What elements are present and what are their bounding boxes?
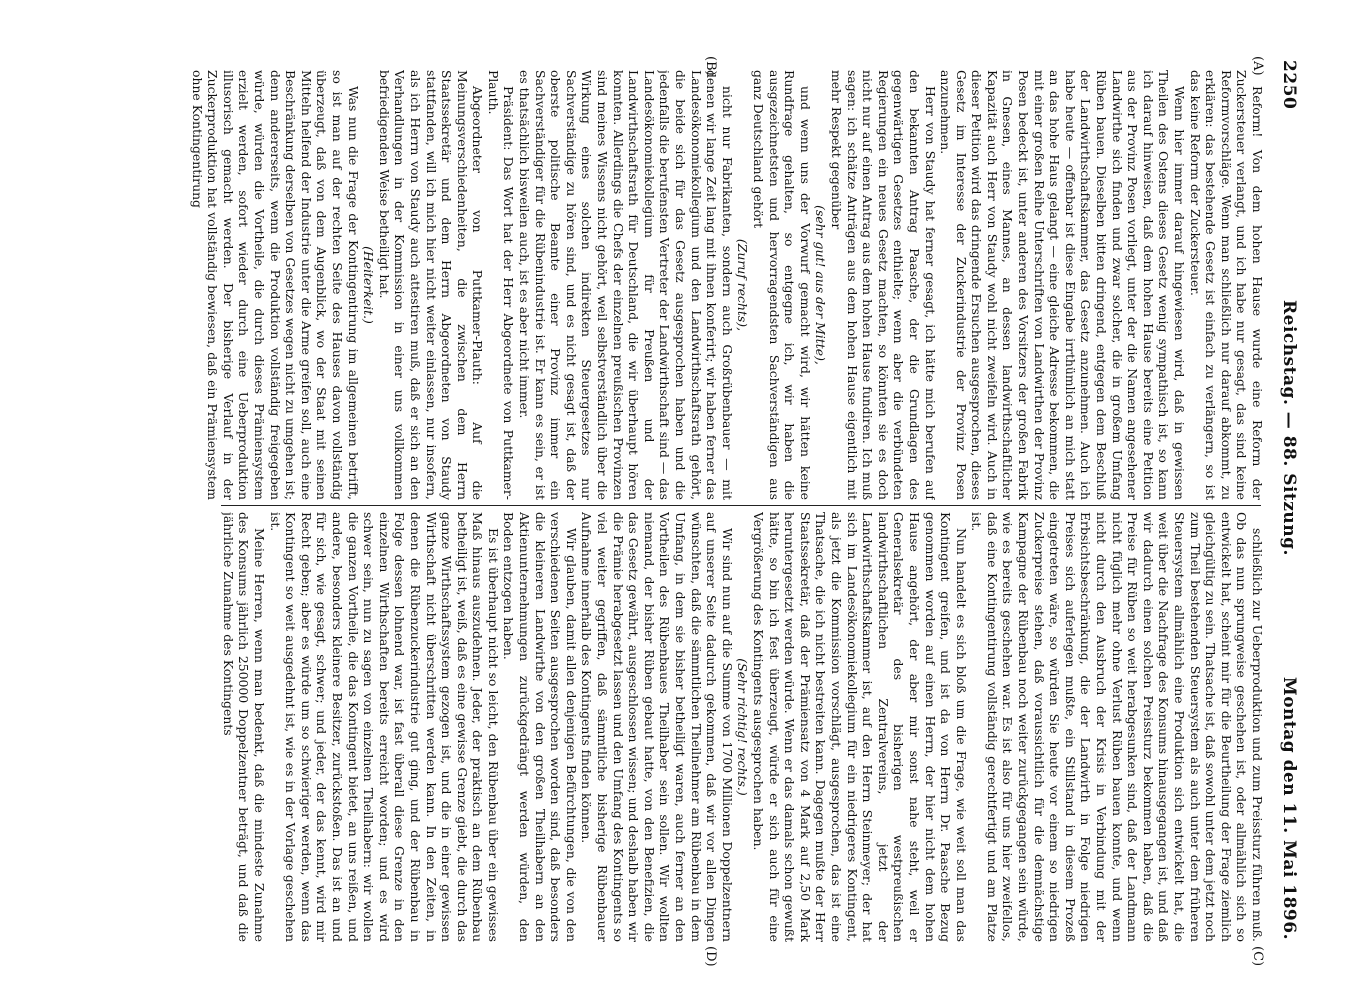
margin-marker-d: (D) (703, 946, 718, 967)
paragraph: Reform! Von dem hohen Hause wurde eine Reform der Zuckersteuer verlangt, und ich habe nur gesagt, das sind keine Reformvorschläge. Wenn man schließlich nur darauf abkommt, zu erklären: das bestehende Gesetz ist einfach zu verlängern, so ist das keine Reform der Zuckersteuer. (1187, 70, 1265, 500)
paragraph: Wir sind nun auf die Summe von 1700 Millionen Doppelzentnern auf unserer Seite dadurch gekommen, daß wir vor allen Dingen wünschten, daß die sämmtlichen Theilnehmer am Rübenbau in dem Umfang, in dem sie bisher betheiligt waren, auch ferner an den Vortheilen des Rübenbaues Theilhaber sein sollen. Wir wollten niemand, der bisher Rüben gebaut hatte, von den Benefizien, die das Gesetz gewährt, ausgeschlossen wissen; und deshalb haben wir die Prämie herabgesetzt lassen und den Umfang des Kontingents so viel weiter gegriffen, daß sämmtliche bisherige Rübenbauer Aufnahme innerhalb des Kontingents finden können. (579, 512, 735, 942)
interjection: (Zuruf rechts), (735, 238, 751, 332)
interjection: (sehr gut! aus der Mitte), (813, 205, 829, 365)
session-date: Montag den 11. Mai 1896. (1279, 676, 1299, 940)
column-divider (221, 505, 1261, 506)
interjection: (Heiterkeit.) (361, 246, 377, 324)
paragraph: Meine Herren, wenn man bedenkt, daß die mindeste Zunahme des Konsums jährlich 250000 Doppelzentner beträgt, und daß die jährliche Zunahme des Kontingents (220, 512, 267, 942)
paragraph: Nun handelt es sich bloß um die Frage, wie weit soll man das Kontingent greifen, und ist da von Herrn Dr. Paasche Bezug genommen worden auf einen Herrn, der hier nicht dem hohen Hause angehört, der aber mir sonst nahe steht, weil er Generalsekretär des bisherigen westpreußischen landwirthschaftlichen Zentralvereins, jetzt der Landwirthschaftskammer ist, auf den Herrn Steinmeyer; der hat sich im Landesökonomiekollegium für ein niedrigeres Kontingent, als jetzt die Kommission vorschlägt, ausgesprochen, das ist eine Thatsache, die ich nicht bestreiten kann. Dagegen mußte der Herr Staatssekretär, daß der Prämiensatz von 4 Mark auf 2,50 Mark heruntergesetzt werden würde. Wenn er das damals schon gewußt hätte, so bin ich fest überzeugt, würde er sich auch für eine Vergrößerung des Kontingents ausgesprochen haben. (751, 512, 969, 942)
paragraph: Was nun die Frage der Kontingentirung im allgemeinen betrifft, so ist man auf der rechten Seite des Hauses davon vollständig überzeugt, daß von dem Augenblick, wo der Staat mit seinen Mitteln helfend der Industrie unter die Arme greifen soll, auch eine Beschränkung derselben von Gesetzes wegen nicht zu umgehen ist; denn andererseits, wenn die Produktion vollständig freigegeben würde, würden die Vortheile, die durch dieses Prämiensystem erzielt werden, sofort wieder durch eine Ueberproduktion illusorisch gemacht werden. Der bisherige Verlauf in der Zuckerproduktion hat vollständig bewiesen, daß ein Prämiensystem ohne Kontingentirung (189, 70, 361, 500)
paragraph: schließlich zur Ueberproduktion und zum Preissturz führen muß. Ob das nun sprungweise geschehen ist, oder allmählich sich so entwickelt hat, scheint mir für die Beurtheilung der Frage ziemlich gleichgültig zu sein. Thatsache ist, daß sowohl unter dem jetzt noch zum Theil bestehenden Steuersystem als auch unter dem früheren Steuersystem allmählich eine Produktion sich entwickelt hat, die weit über die Nachfrage des Konsums hinausgegangen ist, und daß wir dadurch einen solchen Preissturz bekommen haben, daß die Preise für Rüben so weit herabgesunken sind, daß der Landmann nicht füglich mehr ohne Verlust Rüben bauen konnte, und wenn nicht durch den Ausbruch der Krisis in Verbindung mit der Erbsichtsbeschränkung, die der Landwirth in Folge niedrigen Preises sich auferlegen mußte, ein Stillstand in diesem Prozeß eingetreten wäre, so würden Sie heute vor einem so niedrigen Zuckerpreise stehen, daß voraussichtlich für die demnächstige Kampagne der Rübenbau noch weiter zurückgegangen sein würde, wie es bereits geschehen war. Es ist also für uns hier zweifellos, daß eine Kontingentirung vollständig gerechtfertigt und am Platze ist. (969, 512, 1265, 942)
margin-marker-b: (B) (703, 56, 718, 76)
right-text-column (85, 512, 1265, 942)
speaker-paragraph: Abgeordneter von Puttkamer-Plauth: Auf die Meinungsverschiedenheiten, die zwischen dem Herrn Staatssekretär und dem Herrn Abgeordneten von Staudy stattfanden, will ich mich hier nicht weiter einlassen, nur insofern, als ich Herrn von Staudy auch attestiren muß, daß er sich an den Verhandlungen in der Kommission in einer uns vollkommen befriedigenden Weise betheiligt hat. (376, 70, 486, 500)
paragraph: Wenn hier immer darauf hingewiesen wird, daß in gewissen Theilen des Ostens dieses Gesetz wenig sympathisch ist, so kann ich darauf hinweisen, daß dem hohen Hause bereits eine Petition aus der Provinz Posen vorliegt, unter der die Namen angesehener Landwirthe sich finden und zwar solcher, die in großem Umfang Rüben bauen. Dieselben bitten dringend, entgegen dem Beschluß der Landwirthschaftskammer, das Gesetz anzunehmen. Auch ich habe heute — offenbar ist diese Eingabe irrthümlich an mich statt an das hohe Haus gelangt — eine gleiche Adresse bekommen, die mit einer großen Reihe Unterschriften von Landwirthen der Provinz Posen bedeckt ist, unter anderen des Vorsitzers der großen Fabrik in Gnesen, eines Mannes, an dessen landwirthschaftlicher Kapazität auch Herr von Staudy wohl nicht zweifeln wird. Auch in dieser Petition wird das dringende Ersuchen ausgesprochen, dieses Gesetz im Interesse der Zuckerindustrie der Provinz Posen anzunehmen. (938, 70, 1188, 500)
paragraph: Wir glauben, damit allen denjenigen Befürchtungen, die von den verschiedenen Seiten ausgesprochen worden sind, daß besonders die kleineren Landwirthe von den großen Theilhabern an den Aktienunternehmungen zurückgedrängt werden würden, den Boden entzogen haben. (501, 512, 579, 942)
paragraph: nicht nur Fabrikanten, sondern auch Großrübenbauer — mit denen wir lange Zeit lang mit ihnen konferirt; wir haben ferner das Landesökonomiekollegium und den Landwirthschaftsrath gehört, die beide sich für das Gesetz ausgesprochen haben und die jedenfalls die berufensten Vertreter der Landwirthschaft sind — das Landesökonomiekollegium für Preußen und der Landwirthschaftsrath für Deutschland, die wir überhaupt hören konnten. Allerdings die Chefs der einzelnen preußischen Provinzen sind meines Wissens nicht gehört, weil selbstverständlich über die Wirkung eines solchen indirekten Steuergesetzes nur Sachverständige zu hören sind, und es nicht gesagt ist, daß der oberste politische Beamte einer Provinz immer ein Sachverständiger für die Rübenindustrie ist. Er kann es sein, er ist es thatsächlich bisweilen auch, ist es aber nicht immer. (517, 70, 735, 500)
interjection: (Sehr richtig! rechts.) (735, 658, 751, 796)
margin-marker-c: (C) (1250, 946, 1265, 967)
speaker-paragraph: Präsident: Das Wort hat der Herr Abgeordnete von Puttkamer-Plauth. (485, 70, 517, 500)
paragraph: Es ist überhaupt nicht so leicht, den Rübenbau über ein gewisses Maß hinaus auszudehnen. Jeder, der praktisch an dem Rübenbau betheiligt ist, weiß, daß es eine gewisse Grenze giebt, die durch das ganze Wirthschaftssystem gezogen ist, und die in einer gewissen Wirthschaft nicht überschritten werden kann. In den Zeiten, in denen die Rübenzuckerindustrie gut ging, und der Rübenbau in Folge dessen lohnend war, ist fast überall diese Grenze in den einzelnen Wirthschaften bereits erreicht worden; und es wird schwer sein, nun zu sagen von einzelnen Theilhabern: wir wollen die ganzen Vortheile, die das Kontingent bietet, an uns reißen, und andere, besonders kleinere Besitzer, zurückstoßen. Das ist an und für sich, wie gesagt, schwer; und jeder, der das kennt, wird mir Recht geben; aber es würde um so schwieriger werden, wenn das Kontingent so weit ausgedehnt ist, wie es in der Vorlage geschehen ist. (267, 512, 501, 942)
session-title: Reichstag. — 88. Sitzung. (1279, 300, 1299, 556)
paragraph: und wenn uns der Vorwurf gemacht wird, wir hätten keine Rundfrage gehalten, so entgegne ich, wir haben die ausgezeichnetsten und hervorragendsten Sachverständigen aus ganz Deutschland gehört (751, 70, 813, 500)
paragraph: Herr von Staudy hat ferner gesagt, ich hätte mich berufen auf den bekannten Antrag Paasche, der die Grundlagen des gegenwärtigen Gesetzes enthielte; wenn aber die verbündeten Regierungen ein neues Gesetz machten, so könnten sie es doch nicht nur auf einen Antrag aus dem hohen Hause fundiren. Ich muß sagen: ich schätze Anträgen aus dem hohen Hause eigentlich mit mehr Respekt gegenüber (828, 70, 938, 500)
page-header (1275, 60, 1299, 940)
margin-marker-a: (A) (1250, 56, 1265, 76)
left-text-column (85, 70, 1265, 500)
page-number: 2250 (1279, 60, 1299, 110)
